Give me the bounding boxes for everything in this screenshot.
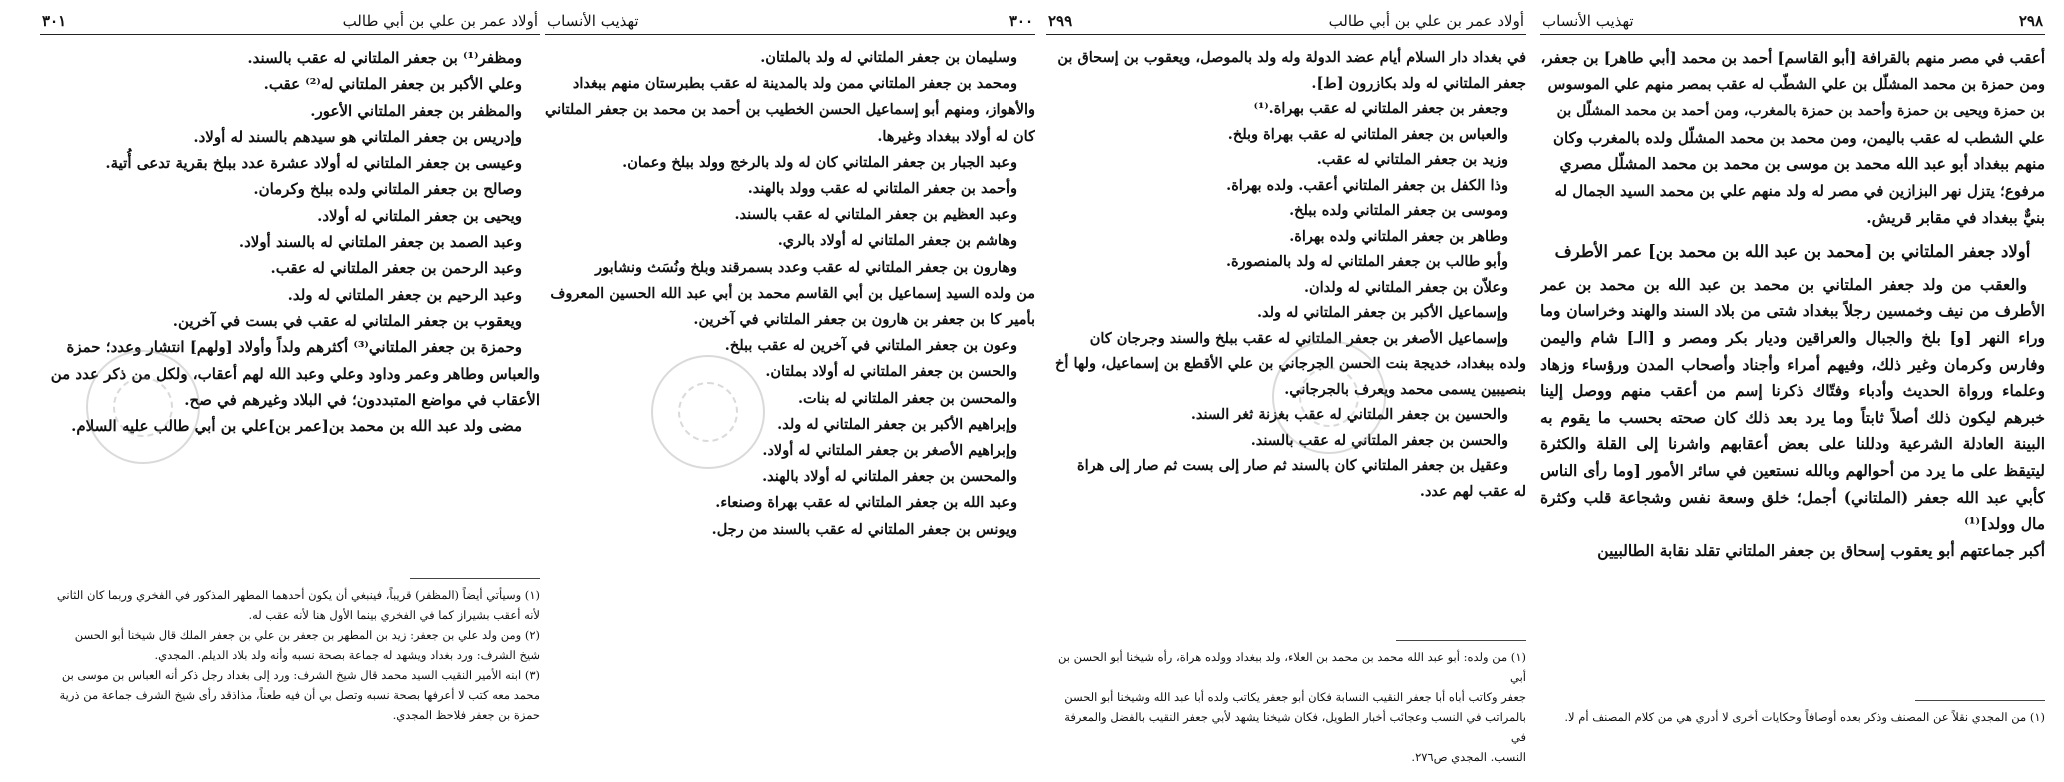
watermark-stamp-icon bbox=[651, 355, 765, 469]
running-title: أولاد عمر بن علي بن أبي طالب bbox=[1328, 12, 1524, 30]
text-line: بن حمزة ويحيى بن حمزة وأحمد بن حمزة بالمغرب، ومن أحمد بن محمد المشلّل بن bbox=[1556, 103, 2045, 120]
paragraph: والعقب من ولد جعفر الملتاني بن محمد بن عبد الله بن محمد بن عمر الأطرف من نيف وخمسين رجلاً ببغداد شتى من بلاد السند والهند وخراسان وما وراء النهر [و] بلخ والجبال والعراقين وديار بكر ومصر و [الـ] شام واليمن وفارس وكرمان وغير ذلك، وفيهم أمراء وأجناد وأصحاب المدن ورؤساء وزهاد وعلماء ورواة الحديث وأدباء وفتّاك ذكرنا إسم من أعقب منهم ووصل إلينا خبرهم ليكون ذلك أصلاً ثابتاً وما يرد بعد ذلك كان صحته بحسب ما يقوم به البينة العادلة الشرعية ودللنا على بعض أعقابهم واشرنا إلى القلة والكثرة ليتيقظ على ما يرد من أحوالهم وبالله نستعين في سائر الأمور [وما رأى الناس كأبي عبد الله جعفر (الملتاني) أجمل؛ خلق وسعة نفس وشجاعة قلب وكثرة مال وولد]⁽¹⁾ bbox=[1540, 274, 2045, 534]
footnote: شيخ الشرف: ورد بغداد ويشهد له جماعة بصحة نسبه وأنه ولد بلاد الديلم. المجدي. bbox=[154, 648, 540, 662]
text-line: في بغداد دار السلام أيام عضد الدولة وله ولد بالموصل، ويعقوب بن إسحاق بن bbox=[1057, 49, 1526, 66]
text-line: علي الشطب له عقب باليمن، ومن محمد بن محمد المشلّل ولده بالمغرب وكان bbox=[1553, 128, 2045, 147]
text-line: وإبراهيم الأصغر بن جعفر الملتاني له أولاد. bbox=[762, 442, 1017, 460]
text-line: الأعقاب في مواضع المتبددون؛ في البلاد وغيرهم في صح. bbox=[184, 390, 540, 409]
text-line: مضى ولد عبد الله بن محمد بن[عمر بن]علي بن أبي طالب عليه السلام. bbox=[71, 417, 522, 436]
text-line: وعبد الرحيم بن جعفر الملتاني له ولد. bbox=[287, 285, 522, 304]
text-line: من ولده السيد إسماعيل بن أبي القاسم محمد بن أبي عبد الله الحسين المعروف bbox=[550, 284, 1035, 302]
text-line: وإسماعيل الأكبر بن جعفر الملتاني له ولد. bbox=[1256, 304, 1508, 321]
text-line: بنصيبين يسمى محمد ويعرف بالجرجاني. bbox=[1284, 380, 1526, 398]
text-line: وذا الكفل بن جعفر الملتاني أعقب. ولده بهراة. bbox=[1226, 176, 1508, 194]
text-line: مرفوع؛ يتزل نهر البزازين في مصر له ولد منهم علي بن محمد السيد الجمال له bbox=[1554, 181, 2045, 200]
footnote: لأنه أعقب بشيراز كما في الفخري بينما الأول هنا لأنه عقب له. bbox=[248, 608, 540, 622]
text-line: وسليمان بن جعفر الملتاني له ولد بالملتان. bbox=[760, 49, 1017, 66]
text-line: وعون بن جعفر الملتاني في آخرين له عقب ببلخ. bbox=[724, 337, 1017, 355]
footnote: بالمراتب في النسب وعجائب أخبار الطويل، فكان شيخنا يشهد لأبي جعفر النقيب بالفضل والمعرفة في bbox=[1064, 710, 1526, 744]
footnote-rule bbox=[1915, 700, 2045, 701]
text-line: وإبراهيم الأكبر بن جعفر الملتاني له ولد. bbox=[777, 415, 1017, 433]
text-line: والمحسن بن جعفر الملتاني له أولاد بالهند. bbox=[762, 468, 1017, 486]
text-line: ويحيى بن جعفر الملتاني له أولاد. bbox=[317, 206, 522, 225]
page-header bbox=[1046, 10, 1526, 35]
text-line: وعقيل بن جعفر الملتاني كان بالسند ثم صار إلى بست ثم صار إلى هراة bbox=[1076, 457, 1508, 474]
text-line: ويعقوب بن جعفر الملتاني له عقب في بست في آخرين. bbox=[172, 311, 522, 330]
text-line: والحسن بن جعفر الملتاني له عقب بالسند. bbox=[1250, 431, 1508, 449]
text-line: أكبر جماعتهم أبو يعقوب إسحاق بن جعفر الملتاني تقلد نقابة الطالبيين bbox=[1597, 540, 2045, 560]
text-line: وعبد الجبار بن جعفر الملتاني كان له ولد بالرخج وولد ببلخ وعمان. bbox=[622, 153, 1017, 171]
text-line: ومن حمزة بن محمد المشلّل بن علي الشطّب له عقب بمصر منهم علي الموسوس bbox=[1547, 75, 2045, 93]
text-line: منهم ببغداد أبو عبد الله محمد بن موسى بن محمد بن محمد المشلّل مصري bbox=[1559, 154, 2045, 174]
text-line: والحسن بن جعفر الملتاني له أولاد بملتان. bbox=[765, 363, 1017, 381]
text-line: وأحمد بن جعفر الملتاني له عقب وولد بالهند. bbox=[747, 180, 1017, 198]
page-number: ٣٠٠ bbox=[1008, 12, 1033, 30]
page-298 bbox=[1540, 10, 2045, 770]
text-line: والعباس وطاهر وعمر وداود وعلي وعبد الله لهم أعقاب، ولكل من ذكر عدد من bbox=[50, 364, 540, 383]
footnote: جعفر وكاتب أباه أبا جعفر النقيب النسابة فكان أبو جعفر يكاتب ولده أبا عبد الله وشيخنا أبو الحسن bbox=[1064, 690, 1526, 704]
running-title: تهذيب الأنساب bbox=[1542, 12, 1634, 30]
page-299 bbox=[1046, 10, 1526, 770]
text-line: والأهواز، ومنهم أبو إسماعيل الحسن الخطيب بن أحمد بن محمد بن جعفر الملتاني bbox=[545, 101, 1035, 119]
text-line: والمظفر بن جعفر الملتاني الأعور. bbox=[310, 101, 522, 120]
footnotes bbox=[1046, 640, 1526, 767]
page-number: ٢٩٩ bbox=[1048, 12, 1073, 30]
text-line: وعبد الصمد بن جعفر الملتاني له بالسند أولاد. bbox=[238, 233, 522, 252]
text-line: وعلي الأكبر بن جعفر الملتاني له⁽²⁾ عقب. bbox=[263, 75, 522, 94]
page-300 bbox=[545, 10, 1035, 770]
text-line: بأمير كا بن جعفر بن هارون بن جعفر الملتاني في آخرين. bbox=[693, 311, 1035, 329]
footnote: (٣) ابنه الأمير النقيب السيد محمد قال شيخ الشرف: ورد إلى بغداد رجل ذكر أنه العباس بن موسى بن bbox=[61, 668, 540, 682]
text-line: وعبد العظيم بن جعفر الملتاني له عقب بالسند. bbox=[734, 206, 1017, 224]
text-line: ويونس بن جعفر الملتاني له عقب بالسند من رجل. bbox=[711, 520, 1017, 538]
text-line: وصالح بن جعفر الملتاني ولده ببلخ وكرمان. bbox=[253, 180, 522, 199]
page-number: ٣٠١ bbox=[42, 12, 67, 30]
text-line: وعبد الرحمن بن جعفر الملتاني له عقب. bbox=[270, 259, 522, 278]
text-line: كان له أولاد ببغداد وغيرها. bbox=[877, 127, 1035, 145]
text-line: بنيٌّ ببغداد في مقابر قريش. bbox=[1866, 207, 2045, 227]
footnote: النسب. المجدي ص٢٧٦. bbox=[1411, 750, 1526, 764]
text-line: وهارون بن جعفر الملتاني له عقب وعدد بسمرقند وبلخ ونُسَث ونشابور bbox=[595, 258, 1017, 276]
text-line: وهاشم بن جعفر الملتاني له أولاد بالري. bbox=[777, 232, 1017, 250]
footnotes bbox=[1540, 700, 2045, 727]
page-body bbox=[1540, 45, 2045, 564]
footnote: محمد معه كتب لا أعرفها بصحة نسبه وتصل بي أن فيه طعناً، مذاذقد رأى شيخ الشرف جماعة من ذرية bbox=[59, 688, 540, 702]
text-line: ومحمد بن جعفر الملتاني ممن ولد بالمدينة له عقب بطبرستان منهم ببغداد bbox=[572, 75, 1017, 93]
page-body bbox=[545, 45, 1035, 543]
text-line: ومظفر⁽¹⁾ بن جعفر الملتاني له عقب بالسند. bbox=[247, 49, 522, 67]
watermark-stamp-icon bbox=[86, 350, 200, 464]
text-line: ولده ببغداد، خديجة بنت الحسن الجرجاني بن علي الأقطع بن إسماعيل، ولها أخ bbox=[1055, 355, 1526, 372]
text-line: وإسماعيل الأصغر بن جعفر الملتاني له عقب ببلخ والسند وجرجان كان bbox=[1089, 329, 1508, 347]
page-header bbox=[1540, 10, 2045, 35]
footnote: (٢) ومن ولد علي بن جعفر: زيد بن المطهر بن جعفر بن علي بن جعفر الملك قال شيخنا أبو الحسن bbox=[74, 628, 540, 642]
page-number: ٢٩٨ bbox=[2018, 12, 2043, 30]
page-301 bbox=[40, 10, 540, 770]
text-line: وزيد بن جعفر الملتاني له عقب. bbox=[1316, 151, 1508, 168]
footnote: (١) وسيأتي أيضاً (المظفر) قريباً، فينبغي أن يكون أحدهما المطهر المذكور في الفخري وربما كان الثاني bbox=[56, 588, 540, 602]
text-line: وعيسى بن جعفر الملتاني له أولاد عشرة عدد ببلخ بقرية تدعى أُتية. bbox=[105, 154, 522, 173]
footnote: (١) من ولده: أبو عبد الله محمد بن محمد بن العلاء، ولد ببغداد وولده هراة، رأه شيخنا أبو الحسن بن أبي bbox=[1058, 650, 1526, 684]
footnote: حمزة بن جعفر فلاحظ المجدي. bbox=[392, 708, 540, 722]
text-line: جعفر الملتاني له ولد بكازرون [ط]. bbox=[1311, 74, 1526, 92]
text-line: وحمزة بن جعفر الملتاني⁽³⁾ أكثرهم ولداً وأولاد [ولهم] انتشار وعدد؛ حمزة bbox=[66, 338, 522, 357]
text-line: وإدريس بن جعفر الملتاني هو سيدهم بالسند له أولاد. bbox=[193, 127, 522, 146]
watermark-stamp-icon bbox=[1272, 340, 1386, 454]
running-title: تهذيب الأنساب bbox=[547, 12, 639, 30]
text-line: والحسين بن جعفر الملتاني له عقب بغزنة ثغر السند. bbox=[1190, 406, 1508, 423]
footnote-rule bbox=[410, 578, 540, 579]
text-line: والمحسن بن جعفر الملتاني له بنات. bbox=[797, 389, 1017, 407]
text-line: وعبد الله بن جعفر الملتاني له عقب بهراة وصنعاء. bbox=[715, 494, 1017, 512]
footnote-rule bbox=[1396, 640, 1526, 641]
footnotes bbox=[40, 578, 540, 725]
footnote: (١) من المجدي نقلاً عن المصنف وذكر بعده أوصافاً وحكايات أخرى لا أدري هي من كلام المصنف أم لا. bbox=[1564, 710, 2045, 724]
text-line: وجعفر بن جعفر الملتاني له عقب بهراة.⁽¹⁾ bbox=[1253, 100, 1508, 117]
text-line: له عقب لهم عدد. bbox=[1419, 482, 1526, 500]
running-title: أولاد عمر بن علي بن أبي طالب bbox=[342, 12, 538, 30]
section-heading: أولاد جعفر الملتاني بن [محمد بن عبد الله بن محمد بن] عمر الأطرف bbox=[1554, 242, 2031, 262]
text-line: والعباس بن جعفر الملتاني له عقب بهراة وبلخ. bbox=[1227, 125, 1508, 143]
text-line: وموسى بن جعفر الملتاني ولده ببلخ. bbox=[1289, 202, 1508, 219]
page-header bbox=[40, 10, 540, 35]
text-line: وعلاّن بن جعفر الملتاني له ولدان. bbox=[1303, 278, 1508, 296]
text-line: وأبو طالب بن جعفر الملتاني له ولد بالمنصورة. bbox=[1226, 253, 1508, 270]
page-header bbox=[545, 10, 1035, 35]
text-line: وطاهر بن جعفر الملتاني ولده بهراة. bbox=[1289, 227, 1508, 245]
text-line: أعقب في مصر منهم بالقرافة [أبو القاسم] أحمد بن محمد [أبي طاهر] بن جعفر، bbox=[1540, 49, 2045, 67]
